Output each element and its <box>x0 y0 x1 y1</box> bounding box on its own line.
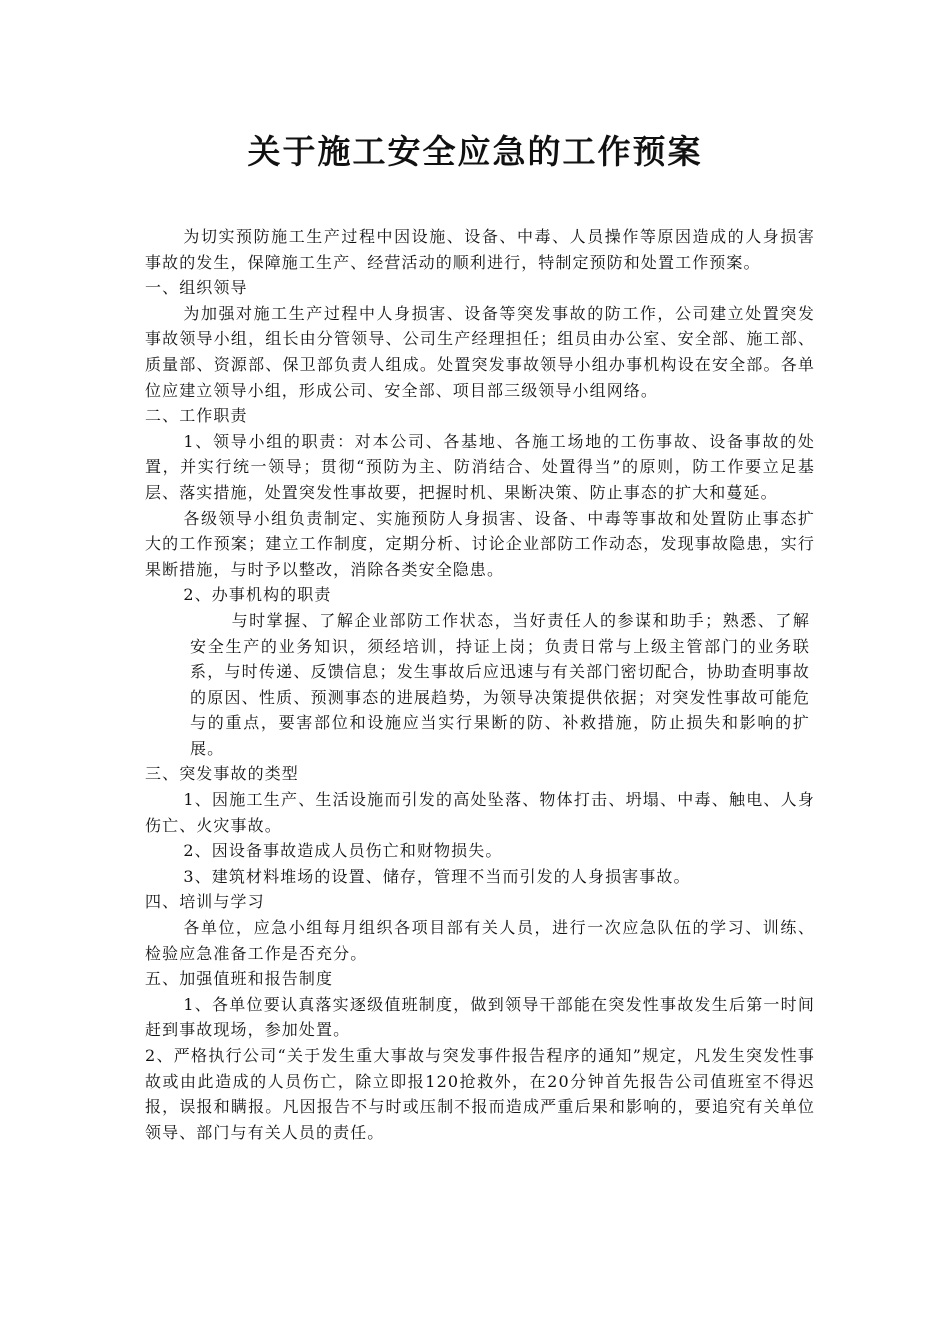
section-heading-incident-types: 三、突发事故的类型 <box>145 764 299 784</box>
office-duties-block: 与时掌握、了解企业部防工作状态，当好责任人的参谋和助手；熟悉、了解安全生产的业务知识，须经培训，持证上岗；负责日常与上级主管部门的业务联系，与时传递、反馈信息；发生事故后应迅速与有关部门密切配合，协助查明事故的原因、性质、预测事态的进展趋势，为领导决策提供依据；对突发性事故可能危与的重点，要害部位和设施应当实行果断的防、补救措施，防止损失和影响的扩展。 <box>190 610 810 758</box>
section-heading-duties: 二、工作职责 <box>145 406 248 426</box>
subheading-office-duties: 2、办事机构的职责 <box>183 585 332 605</box>
document-title: 关于施工安全应急的工作预案 <box>247 132 703 171</box>
section-heading-organization: 一、组织领导 <box>145 278 248 298</box>
section-heading-duty-reporting: 五、加强值班和报告制度 <box>145 969 334 989</box>
incident-type-item-1: 1、因施工生产、生活设施而引发的高处坠落、物体打击、坍塌、中毒、触电、人身伤亡、火灾事故。 <box>145 790 815 835</box>
intro-paragraph: 为切实预防施工生产过程中因设施、设备、中毒、人员操作等原因造成的人身损害事故的发生，保障施工生产、经营活动的顺利进行，特制定预防和处置工作预案。 <box>145 227 815 272</box>
section-heading-training: 四、培训与学习 <box>145 892 265 912</box>
duties-paragraph-2: 各级领导小组负责制定、实施预防人身损害、设备、中毒等事故和处置防止事态扩大的工作预案；建立工作制度，定期分析、讨论企业部防工作动态，发现事故隐患，实行果断措施，与时予以整改，消除各类安全隐患。 <box>145 508 815 579</box>
duties-paragraph-1: 1、领导小组的职责：对本公司、各基地、各施工场地的工伤事故、设备事故的处置，并实行统一领导；贯彻“预防为主、防消结合、处置得当”的原则，防工作要立足基层、落实措施，处置突发性事故要，把握时机、果断决策、防止事态的扩大和蔓延。 <box>145 431 815 502</box>
organization-paragraph: 为加强对施工生产过程中人身损害、设备等突发事故的防工作，公司建立处置突发事故领导小组，组长由分管领导、公司生产经理担任；组员由办公室、安全部、施工部、质量部、资源部、保卫部负责人组成。处置突发事故领导小组办事机构设在安全部。各单位应建立领导小组，形成公司、安全部、项目部三级领导小组网络。 <box>145 303 815 400</box>
training-paragraph: 各单位，应急小组每月组织各项目部有关人员，进行一次应急队伍的学习、训练、检验应急准备工作是否充分。 <box>145 918 815 963</box>
duty-reporting-item-2: 2、严格执行公司“关于发生重大事故与突发事件报告程序的通知”规定，凡发生突发性事故或由此造成的人员伤亡，除立即报120抢救外，在20分钟首先报告公司值班室不得迟报，误报和瞒报。凡因报告不与时或压制不报而造成严重后果和影响的，要追究有关单位领导、部门与有关人员的责任。 <box>145 1046 815 1142</box>
incident-type-item-3: 3、建筑材料堆场的设置、储存，管理不当而引发的人身损害事故。 <box>183 866 691 886</box>
incident-type-item-2: 2、因设备事故造成人员伤亡和财物损失。 <box>183 841 503 861</box>
document-body <box>145 224 815 1145</box>
duty-reporting-item-1: 1、各单位要认真落实逐级值班制度，做到领导干部能在突发性事故发生后第一时间赶到事故现场，参加处置。 <box>145 994 815 1040</box>
